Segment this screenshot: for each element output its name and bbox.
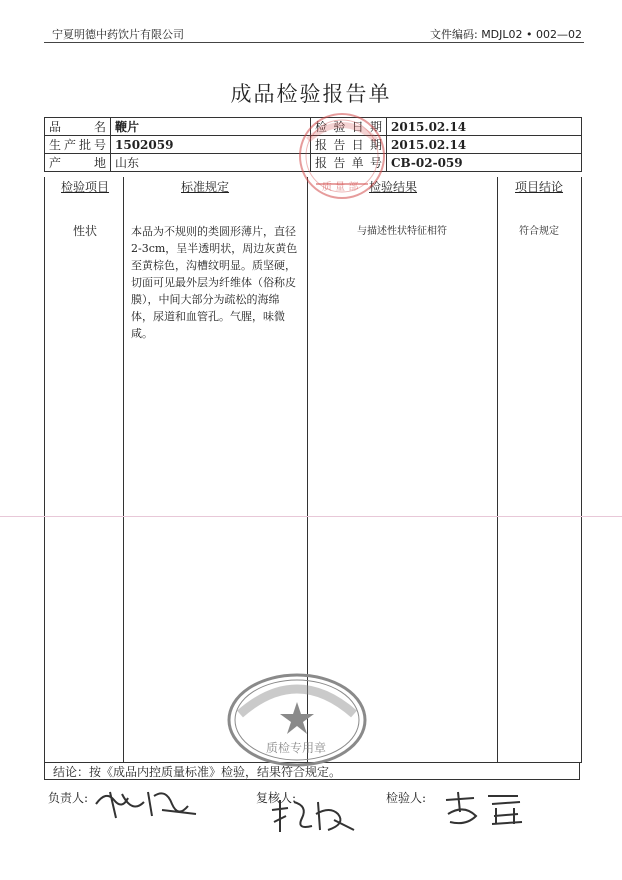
origin-value: 山东 <box>111 154 311 172</box>
inspection-seal-stamp <box>222 670 372 770</box>
responsible-label: 负责人: <box>48 791 89 805</box>
file-code-value: MDJL02 • 002—02 <box>481 28 582 41</box>
reviewer-label: 复核人: <box>256 791 297 805</box>
grid-divider-1 <box>123 177 124 762</box>
col-header-item: 检验项目 <box>61 180 110 194</box>
report-no-value: CB-02-059 <box>387 154 582 172</box>
report-date-label: 报告日期 <box>311 136 387 154</box>
company-header: 宁夏明德中药饮片有限公司 <box>52 28 184 41</box>
row-item: 性状 <box>73 224 98 238</box>
header-divider <box>44 42 584 43</box>
product-value: 鞭片 <box>111 118 311 136</box>
svg-text:质检专用章: 质检专用章 <box>266 741 327 755</box>
report-date-value: 2015.02.14 <box>387 136 582 154</box>
inspect-date-label: 检验日期 <box>311 118 387 136</box>
origin-label: 产 地 <box>45 154 111 172</box>
inspect-date-value: 2015.02.14 <box>387 118 582 136</box>
quality-dept-stamp <box>286 110 398 200</box>
grid-divider-3 <box>497 177 498 762</box>
row-result: 与描述性状特征相符 <box>357 226 447 237</box>
col-header-result: 检验结果 <box>369 180 418 194</box>
batch-label: 生产批号 <box>45 136 111 154</box>
conclusion-line: 结论：按《成品内控质量标准》检验，结果符合规定。 <box>44 762 580 780</box>
inspector-signature <box>440 790 530 830</box>
responsible-signature <box>92 784 202 824</box>
product-label: 品 名 <box>45 118 111 136</box>
row-conclusion: 符合规定 <box>519 226 559 237</box>
row-standard: 本品为不规则的类圆形薄片，直径 2-3cm，呈半透明状，周边灰黄色至黄棕色，沟槽纹明显。质坚硬，切面可见最外层为纤维体（俗称皮膜），中间大部分为疏松的海绵体，尿道和血管孔。气腥，味微咸。 <box>131 225 298 340</box>
col-header-conclusion: 项目结论 <box>515 180 564 194</box>
file-code-label: 文件编码: <box>429 28 478 41</box>
page-title: 成品检验报告单 <box>230 82 392 106</box>
svg-text:质 量 部: 质 量 部 <box>322 182 359 193</box>
file-code-header <box>430 26 582 42</box>
batch-value: 1502059 <box>111 136 311 154</box>
reviewer-signature <box>268 796 358 836</box>
col-header-standard: 标准规定 <box>181 180 230 194</box>
inspector-label: 检验人: <box>386 791 427 805</box>
scan-artifact-line <box>0 516 622 517</box>
report-no-label: 报告单号 <box>311 154 387 172</box>
